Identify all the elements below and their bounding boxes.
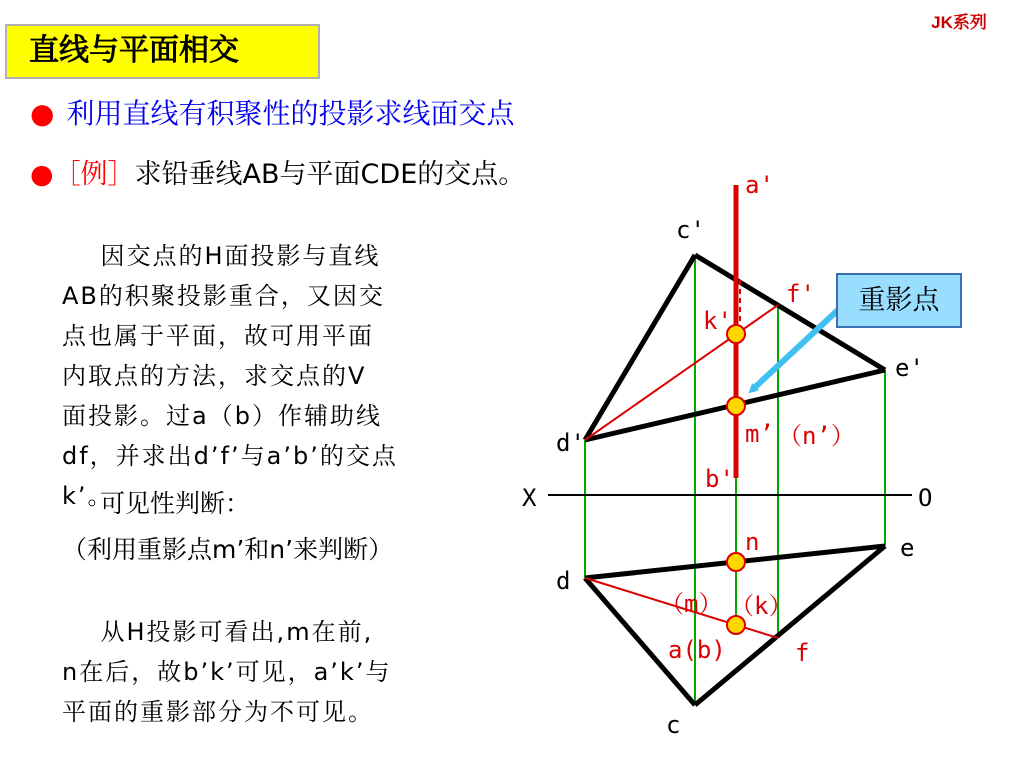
label-a-prime: a' <box>745 171 774 199</box>
bullet-dot-icon: ● <box>30 97 55 130</box>
example-text: 求铅垂线AB与平面CDE的交点。 <box>134 159 526 190</box>
visibility-heading: 可见性判断： <box>100 489 251 518</box>
label-b-prime: b' <box>705 465 734 493</box>
point-m-prime <box>727 397 745 415</box>
label-d-prime: d' <box>556 429 585 457</box>
explanation-line: 面投影。过a（b）作辅助线 <box>62 402 382 430</box>
explanation-line: k’。 <box>62 482 114 510</box>
conclusion-line: n在后，故b’k’可见，a’k’与 <box>62 658 392 686</box>
label-e: e <box>900 534 915 562</box>
label-e-prime: e' <box>895 354 924 382</box>
bullet-text: 利用直线有积聚性的投影求线面交点 <box>66 97 515 130</box>
brand-logo: JK系列 <box>919 10 999 36</box>
label-o: O <box>918 484 933 512</box>
label-x: X <box>522 484 537 512</box>
explanation-line: 内取点的方法，求交点的V <box>62 362 367 390</box>
callout-arrow <box>752 310 838 390</box>
label-k-prime: k' <box>703 307 732 335</box>
label-m: （m） <box>660 590 723 618</box>
label-f: f <box>795 639 810 667</box>
label-c-prime: c' <box>676 216 705 244</box>
conclusion-line: 平面的重影部分为不可见。 <box>62 698 374 726</box>
label-m-prime: m’ <box>745 420 774 448</box>
point-n <box>727 553 745 571</box>
visibility-reason: （利用重影点m’和n’来判断） <box>62 535 394 564</box>
label-d: d <box>556 567 571 595</box>
conclusion-line: 从H投影可看出,m在前, <box>62 618 374 646</box>
edge-e-c <box>695 546 885 705</box>
page-title: 直线与平面相交 <box>5 24 320 79</box>
label-n: n <box>745 528 760 556</box>
explanation-line: 因交点的H面投影与直线 <box>62 242 381 270</box>
example-dot-icon: ● <box>30 159 54 190</box>
explanation-line: 点也属于平面，故可用平面 <box>62 322 374 350</box>
example-tag: ［例］ <box>53 159 135 190</box>
explanation-line: AB的积聚投影重合，又因交 <box>62 282 385 310</box>
edge-c-prime-d-prime <box>585 255 695 440</box>
label-ab: a(b) <box>668 636 726 664</box>
label-c: c <box>666 711 681 739</box>
label-k: （k） <box>730 592 793 620</box>
explanation-line: df，并求出d’f’与a’b’的交点 <box>62 442 398 470</box>
label-f-prime: f' <box>786 280 815 308</box>
label-n-prime: （n’） <box>778 422 855 450</box>
callout-box: 重影点 <box>836 273 962 328</box>
